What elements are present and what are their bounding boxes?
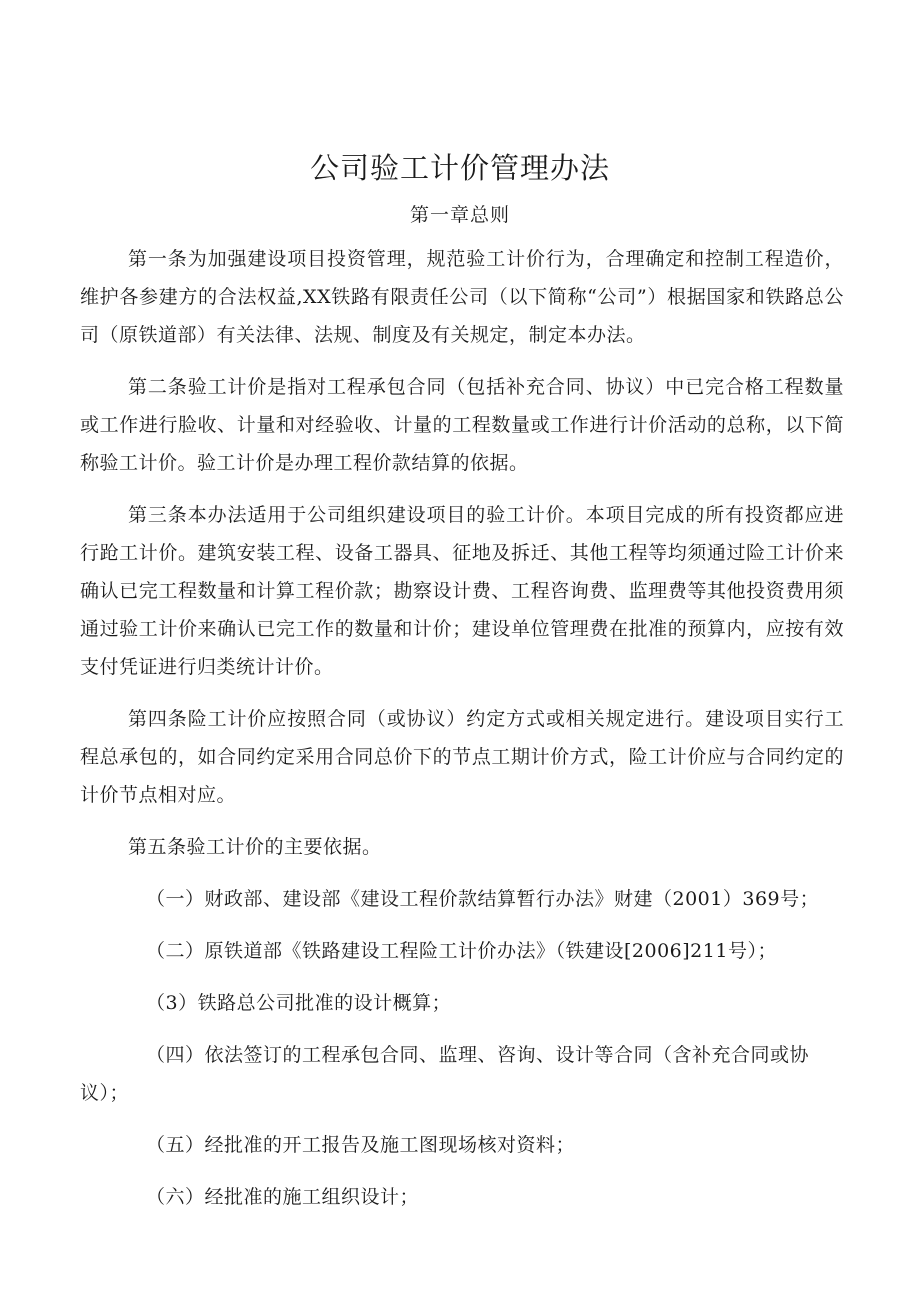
basis-item-5: （五）经批准的开工报告及施工图现场核对资料； xyxy=(146,1134,576,1156)
document-body xyxy=(80,240,844,1230)
article-5-paragraph: 第五条验工计价的主要依据。 xyxy=(128,836,382,858)
article-4-paragraph: 第四条险工计价应按照合同（或协议）约定方式或相关规定进行。建设项目实行工程总承包的，如合同约定采用合同总价下的节点工期计价方式，险工计价应与合同约定的计价节点相对应。 xyxy=(80,708,844,806)
document-title: 公司验工计价管理办法 xyxy=(309,151,610,185)
basis-item-4: （四）依法签订的工程承包合同、监理、咨询、设计等合同（含补充合同或协议）； xyxy=(80,1044,810,1104)
basis-item-3: （3）铁路总公司批准的设计概算； xyxy=(146,992,452,1014)
basis-item-1: （一）财政部、建设部《建设工程价款结算暂行办法》财建（2001）369号； xyxy=(146,888,820,910)
article-1-paragraph: 第一条为加强建设项目投资管理，规范验工计价行为，合理确定和控制工程造价，维护各参建方的合法权益,XX铁路有限责任公司（以下简称“公司”）根据国家和铁路总公司（原铁道部）有关法律、法规、制度及有关规定，制定本办法。 xyxy=(80,248,844,346)
chapter-heading: 第一章总则 xyxy=(409,204,510,226)
article-3-paragraph: 第三条本办法适用于公司组织建设项目的验工计价。本项目完成的所有投资都应进行跄工计价。建筑安装工程、设备工器具、征地及拆迁、其他工程等均须通过险工计价来确认已完工程数量和计算工程价款；勘察设计费、工程咨询费、监理费等其他投资费用须通过验工计价来确认已完工作的数量和计价；建设单位管理费在批准的预算内，应按有效支付凭证进行归类统计计价。 xyxy=(80,504,844,678)
basis-item-2: （二）原铁道部《铁路建设工程险工计价办法》（铁建设[2006]211号）； xyxy=(146,940,777,962)
basis-item-6: （六）经批准的施工组织设计； xyxy=(146,1186,420,1208)
article-2-paragraph: 第二条验工计价是指对工程承包合同（包括补充合同、协议）中已完合格工程数量或工作进行脸收、计量和对经验收、计量的工程数量或工作进行计价活动的总称，以下简称验工计价。验工计价是办理工程价款结算的依据。 xyxy=(80,376,844,474)
